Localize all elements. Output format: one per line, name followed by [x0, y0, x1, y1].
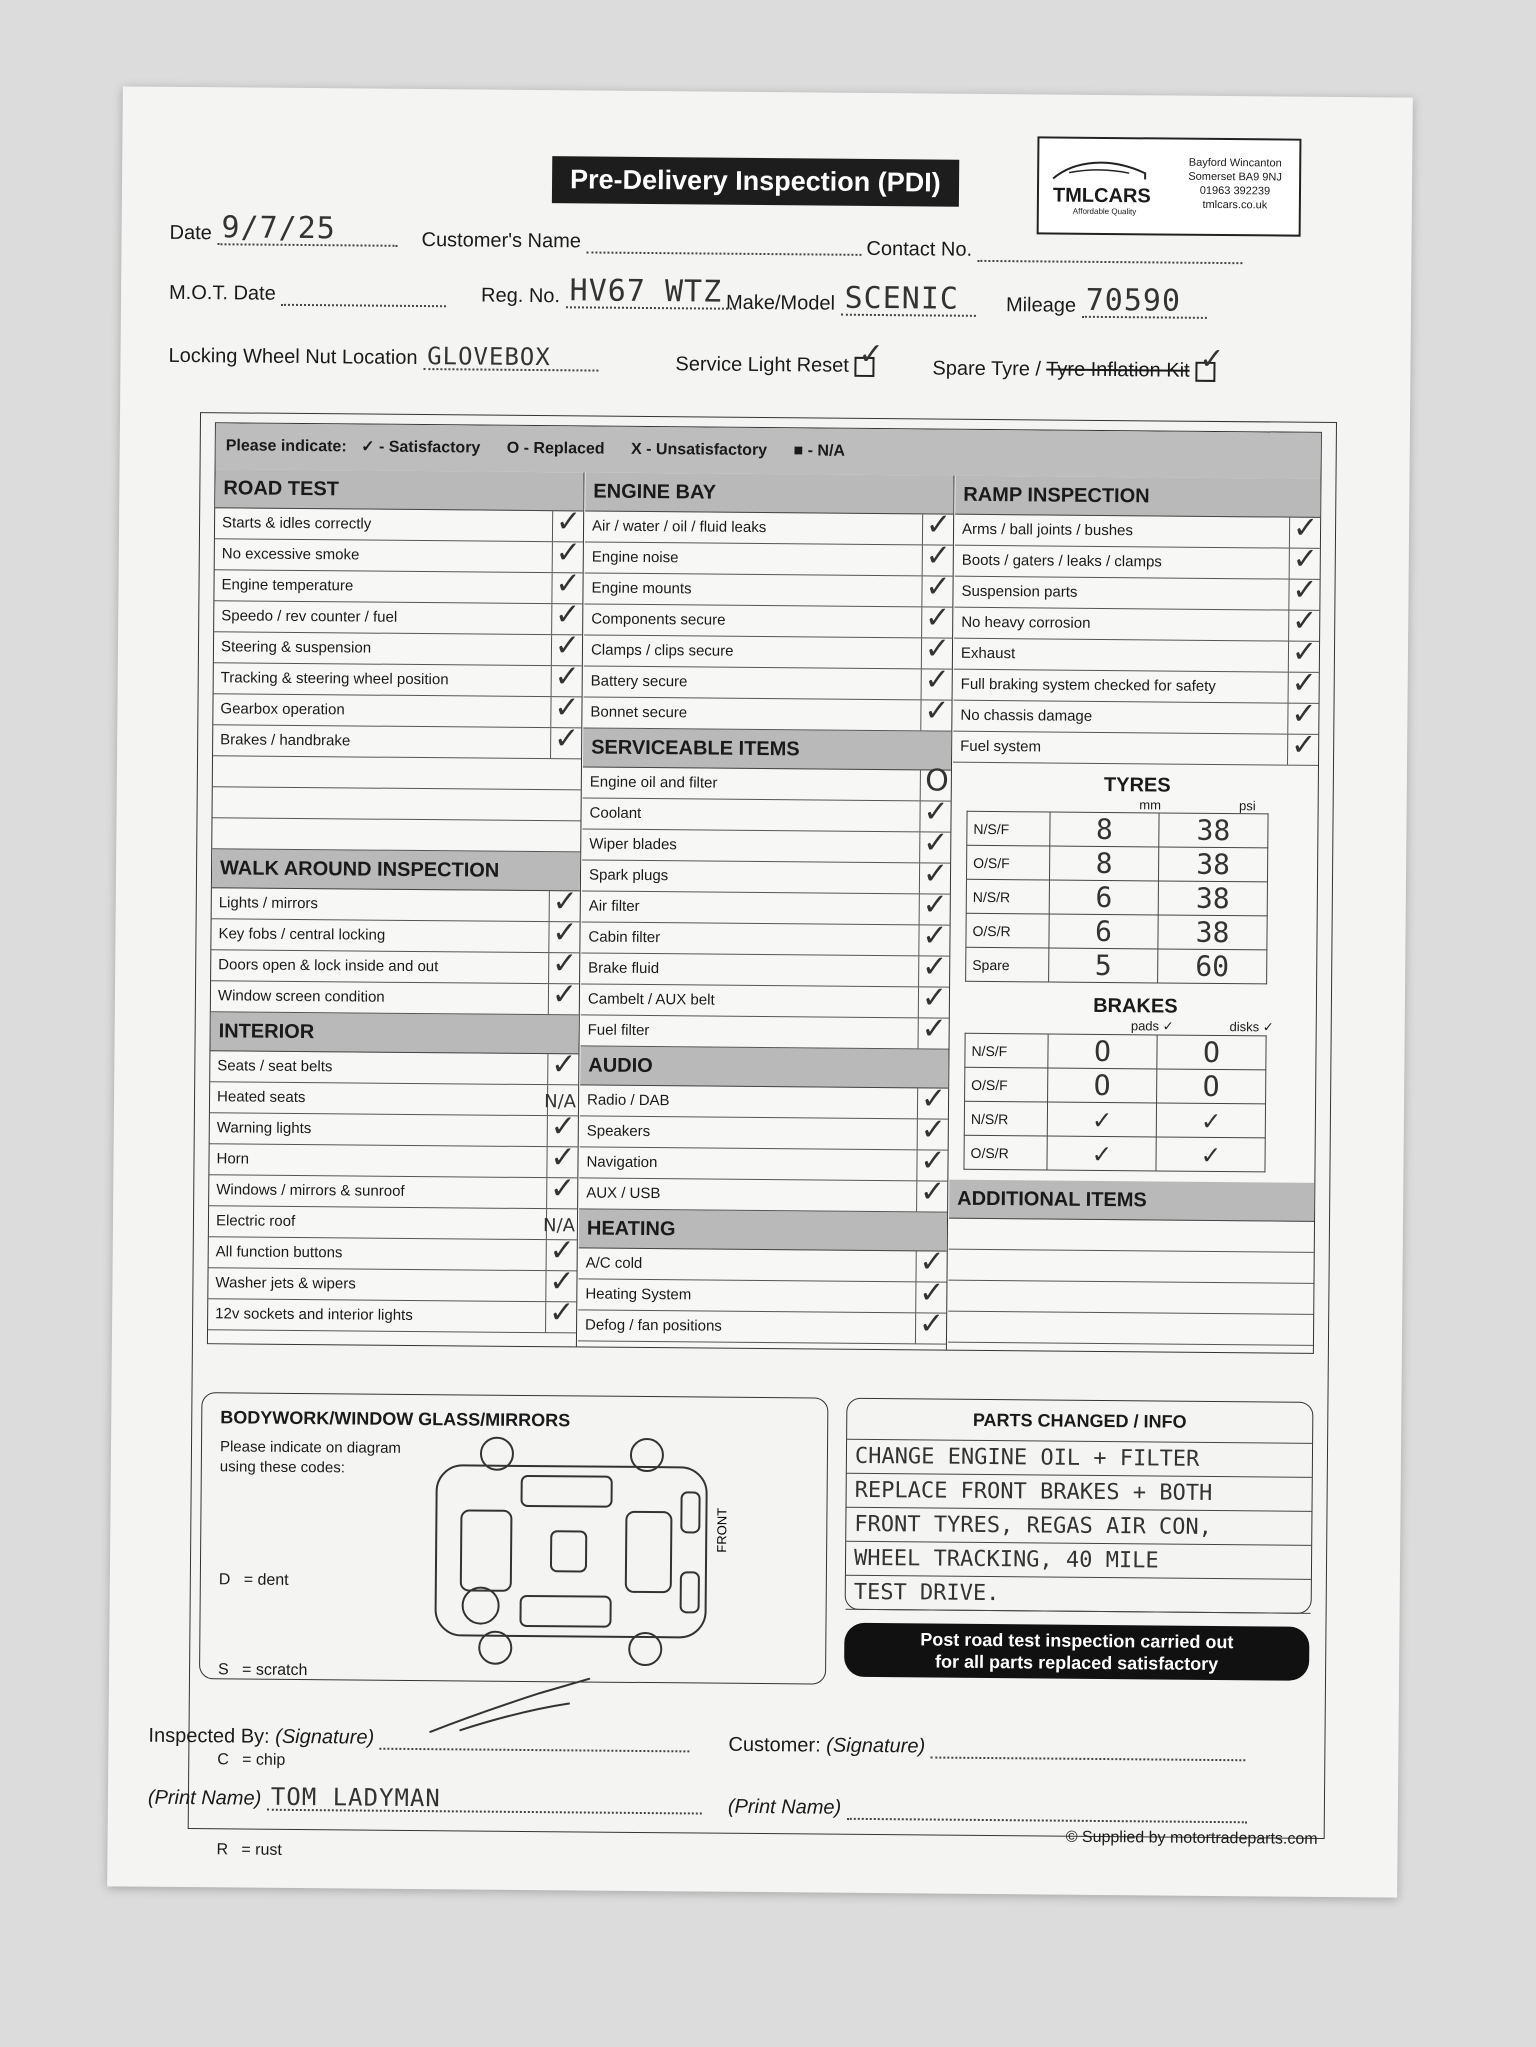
tyres-row [967, 811, 1268, 848]
tyres-psi-cell[interactable]: 38 [1158, 847, 1267, 882]
checklist-mark: ✓ [549, 1233, 575, 1269]
checklist-row[interactable] [582, 825, 950, 863]
checklist-mark: ✓ [924, 631, 951, 667]
checklist-label: Cabin filter [588, 928, 661, 947]
post-road-test-banner: Post road test inspection carried out for all parts replaced satisfactory [844, 1623, 1309, 1681]
brakes-disks-cell[interactable]: O [1157, 1035, 1266, 1070]
checklist-row[interactable] [582, 794, 950, 832]
brakes-row [965, 1033, 1266, 1070]
additional-line[interactable] [948, 1250, 1313, 1284]
checklist-label: AUX / USB [586, 1184, 661, 1203]
checklist-row[interactable] [214, 659, 582, 697]
tyres-row [966, 913, 1267, 950]
checklist-mark: ✓ [922, 887, 948, 923]
checklist-row[interactable] [584, 600, 952, 638]
parts-line[interactable]: TEST DRIVE. [846, 1576, 1311, 1614]
checklist-row[interactable] [210, 1109, 578, 1147]
brakes-disks-cell[interactable]: ✓ [1156, 1103, 1265, 1138]
tyres-mm-cell[interactable]: 6 [1049, 880, 1158, 915]
bodywork-instructions: Please indicate on diagram using these codes: [219, 1438, 402, 1477]
brakes-pads-cell[interactable]: ✓ [1047, 1102, 1156, 1137]
checklist-row[interactable] [954, 634, 1319, 673]
service-light-checkbox[interactable]: ✓ [854, 357, 874, 377]
checklist-mark: ✓ [1291, 634, 1318, 670]
additional-line[interactable] [948, 1281, 1313, 1315]
checklist-label: Wiper blades [589, 835, 677, 854]
checklist-row[interactable] [208, 1264, 576, 1302]
marking-legend: Please indicate: ✓ - Satisfactory O - Replaced X - Unsatisfactory ■ - N/A [216, 423, 1321, 479]
brakes-row [964, 1101, 1265, 1138]
checklist-label: Warning lights [216, 1119, 312, 1138]
additional-items-panel [948, 1180, 1314, 1346]
checklist-row[interactable] [581, 918, 949, 956]
additional-line[interactable] [948, 1312, 1313, 1346]
checklist-label: Horn [216, 1150, 250, 1168]
reg-number-field[interactable]: Reg. No. HV67 WTZ [481, 285, 736, 310]
checklist-label: Windows / mirrors & sunroof [216, 1181, 405, 1200]
checklist-mark: ✓ [923, 794, 949, 830]
checklist-mark: ✓ [553, 721, 580, 757]
checklist-row[interactable] [954, 603, 1319, 642]
checklist-label: Arms / ball joints / bushes [961, 520, 1134, 540]
checklist-row[interactable] [581, 949, 949, 987]
checklist-mark: ✓ [919, 1244, 945, 1280]
customer-signature-field[interactable]: Customer: (Signature) [728, 1734, 1245, 1762]
footer-credit: © Supplied by motortradeparts.com [1065, 1828, 1318, 1848]
checklist-row[interactable] [580, 1081, 948, 1119]
checklist-row[interactable] [578, 1275, 946, 1313]
dealer-logo [1037, 136, 1302, 236]
checklist-mark: ✓ [548, 1295, 575, 1331]
tyres-title: TYRES [1103, 773, 1171, 797]
checklist-mark: ✓ [554, 597, 581, 633]
checklist-row[interactable] [585, 538, 953, 576]
checklist-label: Navigation [586, 1153, 658, 1172]
checklist-checkbox[interactable] [918, 1011, 949, 1048]
checklist-row[interactable] [584, 569, 952, 607]
checklist-row[interactable] [582, 856, 950, 894]
checklist-label: Radio / DAB [586, 1091, 670, 1110]
brakes-disks-cell[interactable]: O [1157, 1069, 1266, 1104]
checklist-label: No heavy corrosion [961, 613, 1091, 632]
checklist-row[interactable] [208, 1295, 576, 1333]
checklist-mark: ✓ [924, 693, 950, 729]
parts-title: PARTS CHANGED / INFO [972, 1409, 1187, 1432]
checklist-row[interactable] [954, 572, 1319, 611]
checklist-label: Battery secure [590, 672, 688, 691]
checklist-label: Defog / fan positions [585, 1316, 722, 1335]
checklist-mark: N/A [544, 1091, 577, 1113]
section-road-test: ROAD TEST [215, 469, 583, 511]
section-walk-around: WALK AROUND INSPECTION [212, 849, 580, 891]
make-model-field[interactable]: Make/Model SCENIC [726, 292, 976, 317]
checklist-row[interactable] [584, 662, 952, 700]
checklist-row[interactable] [209, 1140, 577, 1178]
checklist-label: Bonnet secure [590, 703, 688, 722]
checklist-label: A/C cold [585, 1254, 643, 1272]
tyres-mm-cell[interactable]: 8 [1050, 812, 1159, 847]
checklist-checkbox[interactable] [550, 721, 581, 758]
checklist-mark: ✓ [925, 569, 951, 605]
brakes-pads-cell[interactable]: O [1048, 1068, 1157, 1103]
checklist-label: Engine mounts [591, 579, 692, 598]
inspection-grid [207, 422, 1322, 1354]
checklist-row[interactable] [214, 628, 582, 666]
checklist-label: Engine noise [591, 548, 679, 567]
brakes-table [963, 1033, 1266, 1173]
section-additional-items: ADDITIONAL ITEMS [949, 1180, 1314, 1222]
checklist-row[interactable] [581, 1011, 949, 1049]
checklist-mark: ✓ [918, 1306, 945, 1342]
form-title: Pre-Delivery Inspection (PDI) [552, 156, 959, 207]
locking-wheel-nut-field[interactable]: Locking Wheel Nut Location GLOVEBOX [168, 345, 598, 372]
checklist-label: Brake fluid [588, 959, 660, 978]
tyres-mm-cell[interactable]: 8 [1049, 846, 1158, 881]
brakes-title: BRAKES [1093, 994, 1178, 1018]
column-right [948, 476, 1321, 1353]
checklist-mark: ✓ [1291, 603, 1318, 639]
checklist-row[interactable] [954, 665, 1319, 704]
checklist-label: All function buttons [215, 1243, 343, 1262]
checklist-mark: ✓ [921, 949, 948, 985]
checklist-label: Exhaust [960, 644, 1016, 663]
checklist-mark: ✓ [920, 1081, 947, 1117]
checklist-label: Starts & idles correctly [221, 514, 372, 533]
tyres-psi-cell[interactable]: 38 [1158, 881, 1267, 916]
checklist-row[interactable] [579, 1174, 947, 1212]
checklist-mark: ✓ [924, 600, 951, 636]
checklist-mark: ✓ [919, 1275, 945, 1311]
checklist-mark: ✓ [554, 659, 580, 695]
inspection-sheet [107, 86, 1413, 1897]
mileage-field[interactable]: Mileage 70590 [1006, 294, 1207, 319]
checklist-row[interactable] [955, 541, 1320, 580]
checklist-label: Doors open & lock inside and out [218, 956, 439, 976]
tyres-position: O/S/R [966, 913, 1049, 948]
car-silhouette-icon [1049, 154, 1149, 185]
checklist-mark: ✓ [1290, 727, 1317, 763]
checklist-mark: O [925, 763, 949, 799]
checklist-row[interactable] [209, 1171, 577, 1209]
checklist-mark: ✓ [920, 1112, 946, 1148]
checklist-label: Fuel system [960, 737, 1042, 756]
checklist-label: Gearbox operation [220, 700, 345, 719]
checklist-mark: ✓ [1292, 510, 1319, 546]
tyres-table [965, 811, 1268, 985]
checklist-row[interactable] [585, 507, 953, 545]
inspector-name-value: TOM LADYMAN [270, 1782, 441, 1813]
checklist-row[interactable] [211, 946, 579, 984]
tyres-row [966, 947, 1267, 984]
checklist-label: No chassis damage [960, 706, 1093, 725]
checklist-label: Key fobs / central locking [218, 925, 386, 944]
column-middle [578, 472, 955, 1349]
checklist-mark: ✓ [549, 1171, 576, 1207]
mileage-value: 70590 [1085, 282, 1182, 319]
brakes-pads-cell[interactable]: ✓ [1047, 1136, 1156, 1171]
tyres-row [966, 845, 1267, 882]
spare-tyre-checkbox[interactable]: ✓ [1195, 361, 1215, 381]
checklist-row[interactable] [953, 727, 1318, 766]
checklist-mark: ✓ [922, 856, 949, 892]
checklist-mark: ✓ [923, 825, 949, 861]
checklist-label: Fuel filter [587, 1021, 650, 1040]
checklist-mark: ✓ [924, 662, 950, 698]
checklist-row[interactable] [211, 915, 579, 953]
checklist-checkbox[interactable] [547, 1047, 578, 1084]
parts-line[interactable]: FRONT TYRES, REGAS AIR CON, [846, 1508, 1311, 1546]
brakes-position: N/S/R [964, 1101, 1047, 1136]
checklist-label: Clamps / clips secure [590, 641, 734, 660]
parts-line[interactable]: REPLACE FRONT BRAKES + BOTH [847, 1474, 1312, 1512]
car-diagram-icon[interactable] [425, 1435, 787, 1668]
checklist-label: Electric roof [215, 1212, 296, 1230]
tyres-position: N/S/F [967, 811, 1050, 846]
tyres-position: N/S/R [966, 879, 1049, 914]
checklist-checkbox[interactable] [1287, 727, 1318, 765]
checklist-row[interactable] [578, 1306, 946, 1344]
checklist-mark: ✓ [552, 915, 578, 951]
checklist-row[interactable] [955, 510, 1320, 549]
checklist-mark: ✓ [919, 1174, 946, 1210]
spare-tyre-field[interactable]: Spare Tyre / Tyre Inflation Kit ✓ [932, 341, 1226, 382]
checklist-mark: ✓ [555, 504, 582, 540]
tyres-psi-cell[interactable]: 60 [1158, 949, 1267, 984]
tyres-mm-cell[interactable]: 6 [1049, 914, 1158, 949]
logo-name: TMLCARS [1052, 184, 1151, 208]
checklist-mark: ✓ [921, 1011, 947, 1047]
checklist-label: 12v sockets and interior lights [215, 1305, 413, 1324]
checklist-mark: ✓ [925, 538, 951, 574]
checklist-label: Coolant [589, 804, 642, 822]
section-heating: HEATING [579, 1209, 947, 1251]
checklist-mark: ✓ [550, 1140, 576, 1176]
brakes-pads-cell[interactable]: O [1048, 1034, 1157, 1069]
tyres-position: Spare [966, 947, 1049, 982]
checklist-label: Suspension parts [961, 582, 1078, 601]
checklist-label: Full braking system checked for safety [960, 675, 1216, 695]
checklist-mark: ✓ [920, 1143, 946, 1179]
checklist-row[interactable] [209, 1206, 577, 1240]
checklist-mark: ✓ [555, 535, 581, 571]
checklist-row[interactable] [212, 884, 580, 922]
dealer-address: Bayford Wincanton Somerset BA9 9NJ 01963 392239 tmlcars.co.uk [1188, 156, 1282, 212]
checklist-row[interactable] [583, 763, 951, 801]
contact-number-field[interactable]: Contact No. [866, 238, 1242, 264]
checklist-label: Lights / mirrors [218, 894, 319, 913]
checklist-checkbox[interactable] [920, 693, 951, 730]
checklist-label: Heated seats [216, 1088, 306, 1107]
checklist-mark: ✓ [551, 1047, 577, 1083]
checklist-label: Steering & suspension [220, 638, 372, 657]
checklist-row[interactable] [581, 980, 949, 1018]
section-audio: AUDIO [580, 1046, 948, 1088]
checklist-label: Components secure [591, 610, 726, 629]
customer-print-name-field[interactable]: (Print Name) [728, 1796, 1247, 1824]
checklist-mark: ✓ [1291, 665, 1317, 701]
checklist-label: Boots / gaters / leaks / clamps [961, 551, 1162, 571]
checklist-checkbox[interactable] [916, 1174, 947, 1211]
parts-line[interactable]: WHEEL TRACKING, 40 MILE [846, 1542, 1311, 1580]
checklist-row[interactable] [215, 504, 583, 542]
checklist-label: Brakes / handbrake [220, 731, 351, 750]
checklist-label: Engine oil and filter [589, 773, 718, 792]
service-light-reset-field[interactable]: Service Light Reset ✓ [675, 336, 885, 377]
brakes-position: O/S/R [964, 1135, 1047, 1170]
checklist-label: Air / water / oil / fluid leaks [591, 517, 767, 537]
checklist-row[interactable] [214, 566, 582, 604]
checklist-mark: ✓ [1292, 572, 1318, 608]
checklist-label: Tracking & steering wheel position [220, 669, 449, 689]
tyres-row [966, 879, 1267, 916]
checklist-mark: ✓ [554, 690, 580, 726]
checklist-row[interactable] [210, 1047, 578, 1085]
checklist-label: Speakers [586, 1122, 651, 1141]
section-serviceable-items: SERVICEABLE ITEMS [583, 728, 951, 770]
checklist-checkbox[interactable] [548, 977, 579, 1014]
checklist-row[interactable] [579, 1143, 947, 1181]
brakes-position: N/S/F [965, 1033, 1048, 1068]
checklist-row[interactable] [580, 1112, 948, 1150]
section-interior: INTERIOR [210, 1012, 578, 1054]
date-field[interactable]: Date 9/7/25 [169, 222, 397, 247]
checklist-row[interactable] [209, 1233, 577, 1271]
checklist-row[interactable] [583, 693, 951, 731]
bodywork-title: BODYWORK/WINDOW GLASS/MIRRORS [220, 1407, 571, 1431]
checklist-row[interactable] [213, 721, 581, 759]
checklist-row[interactable] [210, 1082, 578, 1116]
checklist-mark: ✓ [925, 507, 952, 543]
checklist-mark: ✓ [1292, 541, 1318, 577]
checklist-label: Cambelt / AUX belt [587, 990, 715, 1009]
checklist-checkbox[interactable] [915, 1306, 946, 1343]
damage-codes: D = dent S = scratch C = chip R = rust [216, 1571, 308, 1859]
logo-tagline: Affordable Quality [1072, 206, 1137, 217]
checklist-row[interactable] [213, 690, 581, 728]
checklist-label: Seats / seat belts [217, 1057, 333, 1076]
tyres-mm-cell[interactable]: 5 [1049, 948, 1158, 983]
section-engine-bay: ENGINE BAY [585, 472, 953, 514]
checklist-label: Washer jets & wipers [215, 1274, 356, 1293]
additional-line[interactable] [949, 1219, 1314, 1253]
reg-number-value: HV67 WTZ [569, 273, 723, 310]
checklist-mark: ✓ [550, 1109, 576, 1145]
tyres-psi-cell[interactable]: 38 [1158, 915, 1267, 950]
parts-line[interactable]: CHANGE ENGINE OIL + FILTER [847, 1440, 1312, 1478]
brakes-position: O/S/F [965, 1067, 1048, 1102]
checklist-row[interactable] [214, 597, 582, 635]
checklist-label: Air filter [588, 897, 640, 915]
brakes-panel: BRAKES pads ✓ disks ✓ N/S/F O O O/S/F O O N/S/R ✓ ✓ O/S/R ✓ ✓ [949, 982, 1316, 1173]
date-value: 9/7/25 [221, 210, 336, 247]
checklist-mark: ✓ [551, 977, 578, 1013]
inspector-print-name-field[interactable]: (Print Name) TOM LADYMAN [148, 1787, 702, 1815]
tyres-position: O/S/F [966, 845, 1049, 880]
checklist-row[interactable] [584, 631, 952, 669]
section-ramp-inspection: RAMP INSPECTION [955, 476, 1320, 518]
front-label: FRONT [714, 1507, 730, 1553]
make-model-value: SCENIC [844, 280, 960, 317]
checklist-row[interactable] [215, 535, 583, 573]
checklist-mark: ✓ [554, 628, 581, 664]
checklist-mark: ✓ [551, 946, 578, 982]
mot-date-field[interactable]: M.O.T. Date [169, 282, 446, 307]
inspected-by-signature-field[interactable]: Inspected By: (Signature) [148, 1725, 689, 1753]
checklist-label: Spark plugs [588, 866, 669, 885]
checklist-checkbox[interactable] [545, 1295, 576, 1332]
checklist-label: Engine temperature [221, 576, 354, 595]
checklist-mark: ✓ [921, 980, 948, 1016]
checklist-mark: ✓ [549, 1264, 575, 1300]
checklist-row[interactable] [582, 887, 950, 925]
brakes-row [965, 1067, 1266, 1104]
checklist-label: No excessive smoke [221, 545, 360, 564]
column-left [208, 469, 585, 1346]
tyres-panel: TYRES mm psi N/S/F 8 38 O/S/F 8 38 N/S/R 6 38 O/S/R 6 38 Spare 5 60 [951, 763, 1318, 985]
checklist-checkbox[interactable] [546, 1171, 577, 1208]
brakes-row [964, 1135, 1265, 1172]
brakes-disks-cell[interactable]: ✓ [1156, 1137, 1265, 1172]
checklist-mark: N/A [543, 1215, 576, 1237]
checklist-mark: ✓ [922, 918, 948, 954]
checklist-label: Window screen condition [217, 987, 385, 1006]
checklist-row[interactable] [211, 977, 579, 1015]
tyres-psi-cell[interactable]: 38 [1159, 813, 1268, 848]
checklist-row[interactable] [578, 1244, 946, 1282]
customer-name-field[interactable]: Customer's Name [421, 229, 861, 256]
checklist-label: Speedo / rev counter / fuel [221, 607, 398, 626]
checklist-mark: ✓ [1291, 696, 1317, 732]
checklist-label: Heating System [585, 1285, 692, 1304]
checklist-mark: ✓ [555, 566, 581, 602]
checklist-row[interactable] [953, 696, 1318, 735]
parts-changed-panel [845, 1398, 1314, 1614]
locking-wheel-nut-value: GLOVEBOX [427, 342, 551, 372]
handwritten-signature-icon [420, 1672, 621, 1744]
checklist-mark: ✓ [552, 884, 578, 920]
